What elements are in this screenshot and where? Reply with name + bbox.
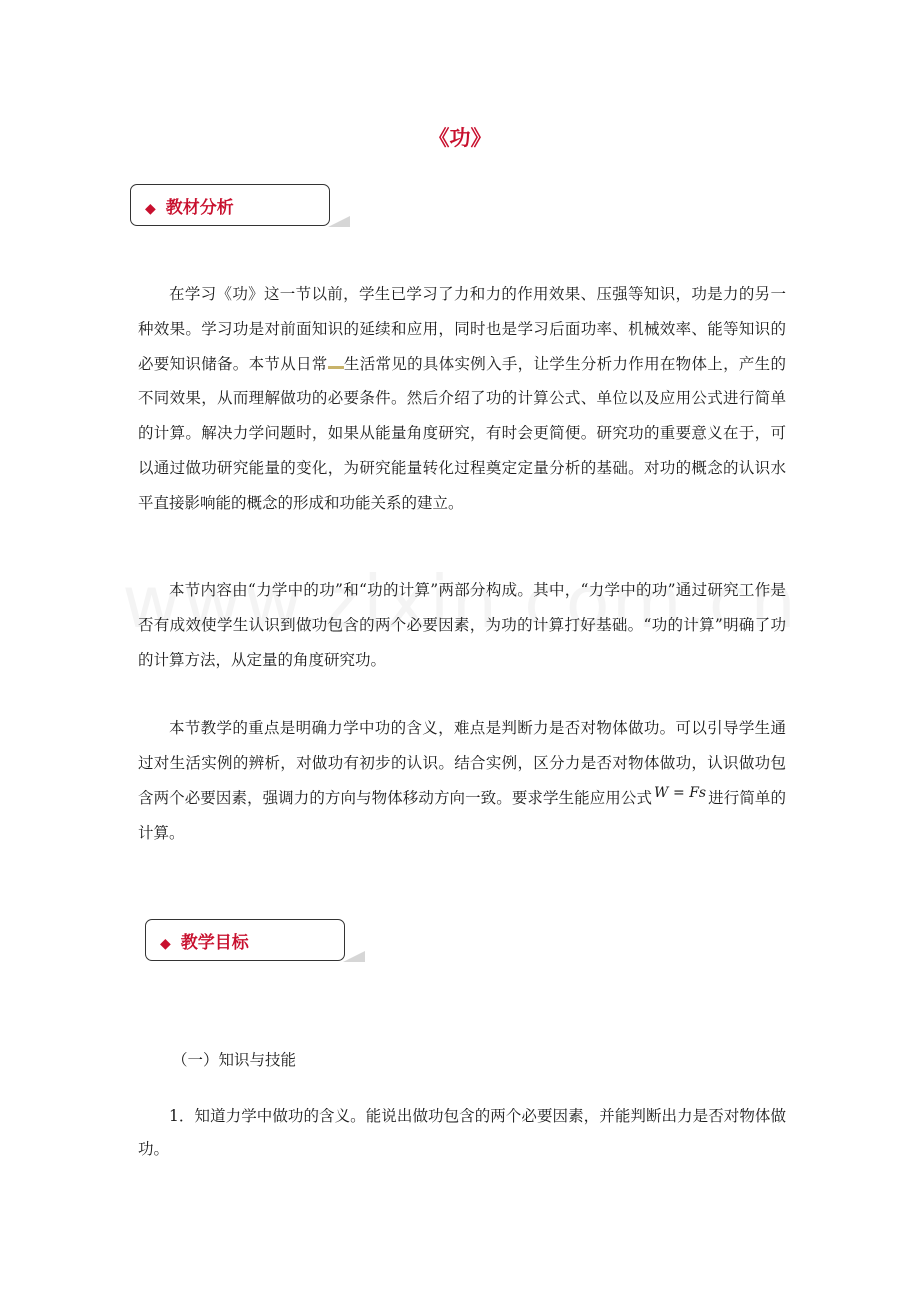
paragraph-1: 在学习《功》这一节以前，学生已学习了力和力的作用效果、压强等知识，功是力的另一种效果。学习功是对前面知识的延续和应用，同时也是学习后面功率、机械效率、能等知识的必要知识储备。本节从日常 生活常见的具体实例入手，让学生分析力作用在物体上，产生的不同效果，从而理解做功的必要条件。然后介绍了功的计算公式、单位以及应用公式进行简单的计算。解决力学问题时，如果从能量角度研究，有时会更简便。研究功的重要意义在于，可以通过做功研究能量的变化，为研究能量转化过程奠定定量分析的基础。对功的概念的认识水平直接影响能的概念的形成和功能关系的建立。 [138, 285, 786, 512]
page-title: 《功》 [428, 126, 492, 150]
list-item-1: 1．知道力学中做功的含义。能说出做功包含的两个必要因素，并能判断出力是否对物体做功。 [138, 1107, 786, 1158]
formula: W = Fs [654, 784, 707, 801]
paragraph-2: 本节内容由“力学中的功”和“功的计算”两部分构成。其中，“力学中的功”通过研究工作是否有成效使学生认识到做功包含的两个必要因素，为功的计算打好基础。“功的计算”明确了功的计算方法，从定量的角度研究功。 [138, 581, 786, 669]
blank-mark [328, 366, 344, 369]
diamond-icon: ◆ [145, 201, 156, 217]
section-header-analysis [130, 184, 330, 226]
subheading-knowledge: （一）知识与技能 [172, 1051, 297, 1069]
section-header-objectives [145, 919, 345, 961]
section-shadow [328, 216, 350, 227]
section-label: ◆ 教材分析 [145, 198, 234, 218]
section-shadow [343, 951, 365, 962]
paragraph-3: 本节教学的重点是明确力学中功的含义，难点是判断力是否对物体做功。可以引导学生通过对生活实例的辨析，对做功有初步的认识。结合实例，区分力是否对物体做功，认识做功包含两个必要因素，强调力的方向与物体移动方向一致。要求学生能应用公式 W = Fs 进行简单的计算。 [138, 719, 786, 843]
diamond-icon: ◆ [160, 936, 171, 952]
section-label: ◆ 教学目标 [160, 933, 249, 953]
